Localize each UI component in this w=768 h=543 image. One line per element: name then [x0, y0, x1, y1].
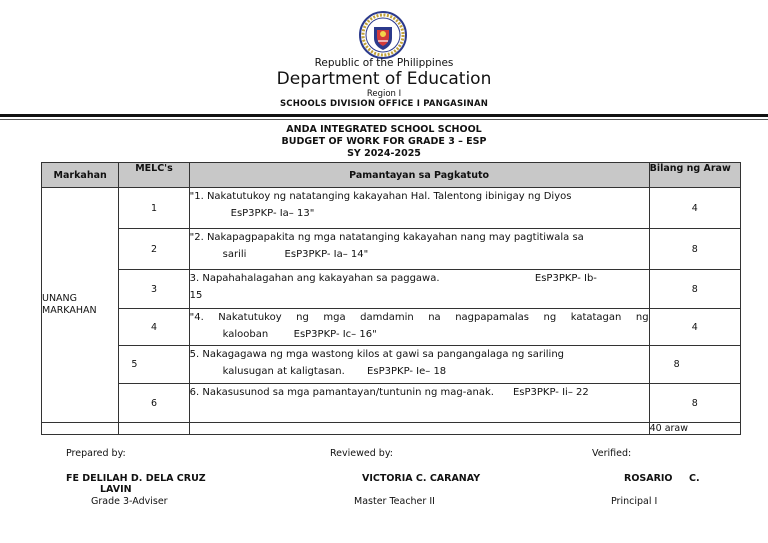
school-year: SY 2024-2025 — [347, 148, 421, 159]
days-cell: 8 — [649, 384, 740, 423]
competency-line: 6. Nakasusunod sa mga pamantayan/tuntunin ng mag-anak. EsP3PKP- Ii– 22 — [189, 387, 589, 398]
days-cell: 4 — [649, 309, 740, 346]
reviewed-by-name: VICTORIA C. CARANAY — [362, 473, 481, 484]
header-rule — [0, 114, 768, 117]
header-bilang: Bilang ng Araw — [649, 163, 740, 188]
competency-cell — [189, 346, 649, 384]
table-row — [42, 346, 741, 384]
table-header-row — [42, 163, 741, 188]
competency-cell — [189, 229, 649, 270]
melc-number: 3 — [119, 270, 189, 309]
days-cell: 8 — [649, 270, 740, 309]
melc-number: 4 — [119, 309, 189, 346]
competency-code: 15 — [189, 290, 203, 301]
competency-line: "4. Nakatutukoy ng mga damdamin na nagpapamalas ng katatagan ng — [189, 312, 649, 323]
competency-cell — [189, 309, 649, 346]
division-line: SCHOOLS DIVISION OFFICE I PANGASINAN — [279, 99, 489, 109]
total-empty-cell — [119, 423, 189, 435]
table-row — [42, 188, 741, 229]
competency-line: "2. Nakapagpapakita ng mga natatanging kakayahan nang may pagtitiwala sa — [189, 232, 584, 243]
competency-code: kalusugan at kaligtasan. EsP3PKP- Ie– 18 — [222, 366, 447, 377]
prepared-by-name-cont: LAVIN — [100, 484, 132, 495]
school-name: ANDA INTEGRATED SCHOOL SCHOOL — [286, 124, 482, 135]
verified-name: ROSARIO C. — [624, 473, 700, 484]
republic-line: Republic of the Philippines — [314, 57, 454, 69]
budget-of-work-table — [41, 162, 741, 435]
quarter-cell — [42, 188, 119, 423]
header-pamantayan: Pamantayan sa Pagkatuto — [189, 163, 649, 188]
competency-line: 3. Napahahalagahan ang kakayahan sa paggawa. EsP3PKP- Ib- — [189, 273, 597, 284]
prepared-by-name: FE DELILAH D. DELA CRUZ — [66, 473, 206, 484]
quarter-label-line1: UNANG — [42, 293, 78, 304]
header-rule-thin — [0, 119, 768, 120]
total-empty-cell — [189, 423, 649, 435]
quarter-label-line2: MARKAHAN — [42, 305, 97, 316]
melc-number: 6 — [119, 384, 189, 423]
table-row — [42, 270, 741, 309]
document-title: BUDGET OF WORK FOR GRADE 3 – ESP — [281, 136, 487, 147]
verified-title: Principal I — [611, 496, 658, 507]
verified-label: Verified: — [592, 448, 632, 459]
melc-number: 5 — [119, 346, 189, 384]
total-row — [42, 423, 741, 435]
competency-cell — [189, 188, 649, 229]
prepared-by-title: Grade 3-Adviser — [91, 496, 168, 507]
competency-code: sarili EsP3PKP- Ia– 14" — [222, 249, 369, 260]
table-row — [42, 384, 741, 423]
table-row — [42, 309, 741, 346]
department-title: Department of Education — [276, 69, 492, 89]
days-cell: 4 — [649, 188, 740, 229]
prepared-by-label: Prepared by: — [66, 448, 126, 459]
header-melcs: MELC's — [119, 163, 189, 188]
competency-line: 5. Nakagagawa ng mga wastong kilos at gawi sa pangangalaga ng sariling — [189, 349, 565, 360]
region-line: Region I — [366, 89, 402, 99]
table-row — [42, 229, 741, 270]
deped-seal-logo — [358, 10, 408, 60]
header-markahan: Markahan — [42, 163, 119, 188]
competency-code: EsP3PKP- Ia– 13" — [230, 208, 315, 219]
competency-cell — [189, 270, 649, 309]
days-cell: 8 — [649, 346, 740, 384]
competency-cell — [189, 384, 649, 423]
reviewed-by-title: Master Teacher II — [354, 496, 435, 507]
melc-number: 2 — [119, 229, 189, 270]
competency-code: kalooban EsP3PKP- Ic– 16" — [222, 329, 377, 340]
total-empty-cell — [42, 423, 119, 435]
total-days: 40 araw — [649, 423, 740, 435]
reviewed-by-label: Reviewed by: — [330, 448, 393, 459]
melc-number: 1 — [119, 188, 189, 229]
competency-line: "1. Nakatutukoy ng natatanging kakayahan Hal. Talentong ibinigay ng Diyos — [189, 191, 572, 202]
days-cell: 8 — [649, 229, 740, 270]
